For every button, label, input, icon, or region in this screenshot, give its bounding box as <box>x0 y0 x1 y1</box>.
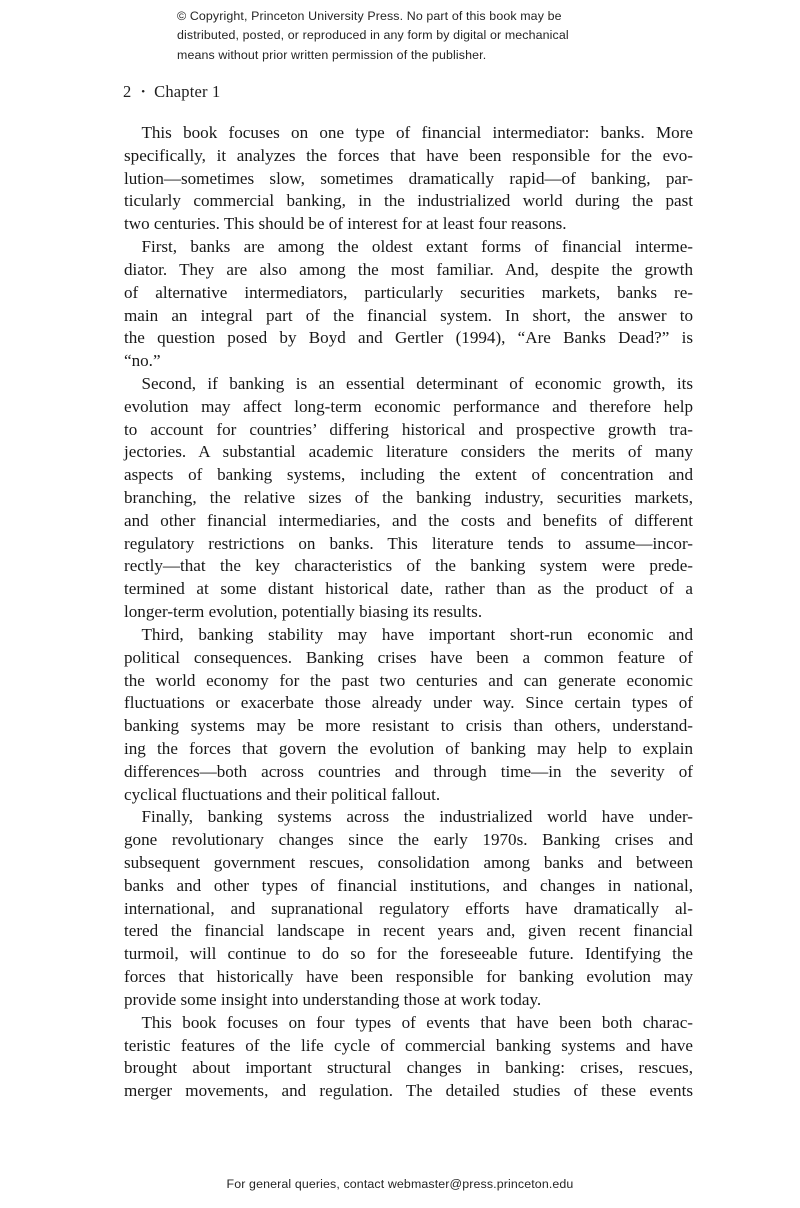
text-line: international, and supranational regulatory efforts have dramatically al- <box>124 898 693 918</box>
text-line: specifically, it analyzes the forces that have been responsible for the evo- <box>124 145 693 165</box>
paragraph <box>124 236 693 373</box>
text-line: two centuries. This should be of interest for at least four reasons. <box>124 214 567 234</box>
text-line: provide some insight into understanding those at work today. <box>124 989 542 1009</box>
text-line: forces that historically have been responsible for banking evolution may <box>124 967 693 987</box>
text-line: This book focuses on four types of events that have been both charac- <box>141 1012 693 1032</box>
copyright-line: © Copyright, Princeton University Press. No part of this book may be <box>177 9 562 23</box>
text-line: jectories. A substantial academic literature considers the merits of many <box>124 442 693 462</box>
text-line: the question posed by Boyd and Gertler (1994), “Are Banks Dead?” is <box>124 328 693 348</box>
text-line: banking systems may be more resistant to crisis than others, understand- <box>124 716 693 736</box>
running-head <box>123 82 221 104</box>
text-line: turmoil, will continue to do so for the foreseeable future. Identifying the <box>124 944 693 964</box>
text-line: to account for countries’ differing historical and prospective growth tra- <box>124 419 693 439</box>
text-line: political consequences. Banking crises have been a common feature of <box>124 647 693 667</box>
text-line: banks and other types of financial institutions, and changes in national, <box>124 875 693 895</box>
bullet-separator-icon: • <box>141 86 146 98</box>
paragraph <box>124 373 693 624</box>
text-line: the world economy for the past two centuries and can generate economic <box>124 670 693 690</box>
text-line: regulatory restrictions on banks. This literature tends to assume—incor- <box>124 533 693 553</box>
text-line: This book focuses on one type of financial intermediator: banks. More <box>141 123 693 142</box>
copyright-line: means without prior written permission of the publisher. <box>177 47 487 62</box>
text-line: Finally, banking systems across the industrialized world have under- <box>141 807 693 827</box>
copyright-notice <box>177 7 629 65</box>
paragraph <box>124 1012 693 1103</box>
text-line: termined at some distant historical date, rather than as the product of a <box>124 579 693 599</box>
text-line: ticularly commercial banking, in the industrialized world during the past <box>124 191 693 211</box>
footer-text: For general queries, contact webmaster@press.princeton.edu <box>226 1177 574 1191</box>
text-line: rectly—that the key characteristics of the banking system were prede- <box>124 556 693 576</box>
body-text <box>124 122 693 1103</box>
text-line: of alternative intermediators, particularly securities markets, banks re- <box>124 282 693 302</box>
chapter-title: Chapter 1 <box>154 82 221 101</box>
text-line: and other financial intermediaries, and the costs and benefits of different <box>124 510 693 530</box>
text-line: branching, the relative sizes of the banking industry, securities markets, <box>124 488 693 507</box>
page-number: 2 <box>123 82 132 101</box>
text-line: aspects of banking systems, including the extent of concentration and <box>124 465 693 485</box>
text-line: “no.” <box>124 351 161 371</box>
text-line: tered the financial landscape in recent years and, given recent financial <box>124 921 693 941</box>
paragraph <box>124 806 693 1011</box>
page-footer <box>0 1176 800 1192</box>
text-line: longer-term evolution, potentially biasing its results. <box>124 602 483 622</box>
text-line: cyclical fluctuations and their political fallout. <box>124 784 441 804</box>
text-line: lution—sometimes slow, sometimes dramatically rapid—of banking, par- <box>124 168 693 188</box>
text-line: fluctuations or exacerbate those already under way. Since certain types of <box>124 693 693 713</box>
text-line: merger movements, and regulation. The detailed studies of these events <box>124 1081 693 1101</box>
copyright-line: distributed, posted, or reproduced in any form by digital or mechanical <box>177 28 569 43</box>
paragraph <box>124 122 693 236</box>
text-line: teristic features of the life cycle of commercial banking systems and have <box>124 1035 693 1055</box>
text-line: Second, if banking is an essential determinant of economic growth, its <box>141 373 693 393</box>
text-line: First, banks are among the oldest extant forms of financial interme- <box>141 237 693 257</box>
text-line: Third, banking stability may have important short-run economic and <box>141 624 693 644</box>
text-line: diator. They are also among the most familiar. And, despite the growth <box>124 259 693 279</box>
text-line: ing the forces that govern the evolution of banking may help to explain <box>124 738 693 758</box>
text-line: brought about important structural changes in banking: crises, rescues, <box>124 1058 693 1078</box>
text-line: main an integral part of the financial system. In short, the answer to <box>124 305 693 325</box>
text-line: differences—both across countries and through time—in the severity of <box>124 761 693 781</box>
text-line: evolution may affect long-term economic performance and therefore help <box>124 396 693 416</box>
text-line: gone revolutionary changes since the early 1970s. Banking crises and <box>124 830 693 850</box>
text-line: subsequent government rescues, consolidation among banks and between <box>124 853 693 872</box>
paragraph <box>124 624 693 807</box>
